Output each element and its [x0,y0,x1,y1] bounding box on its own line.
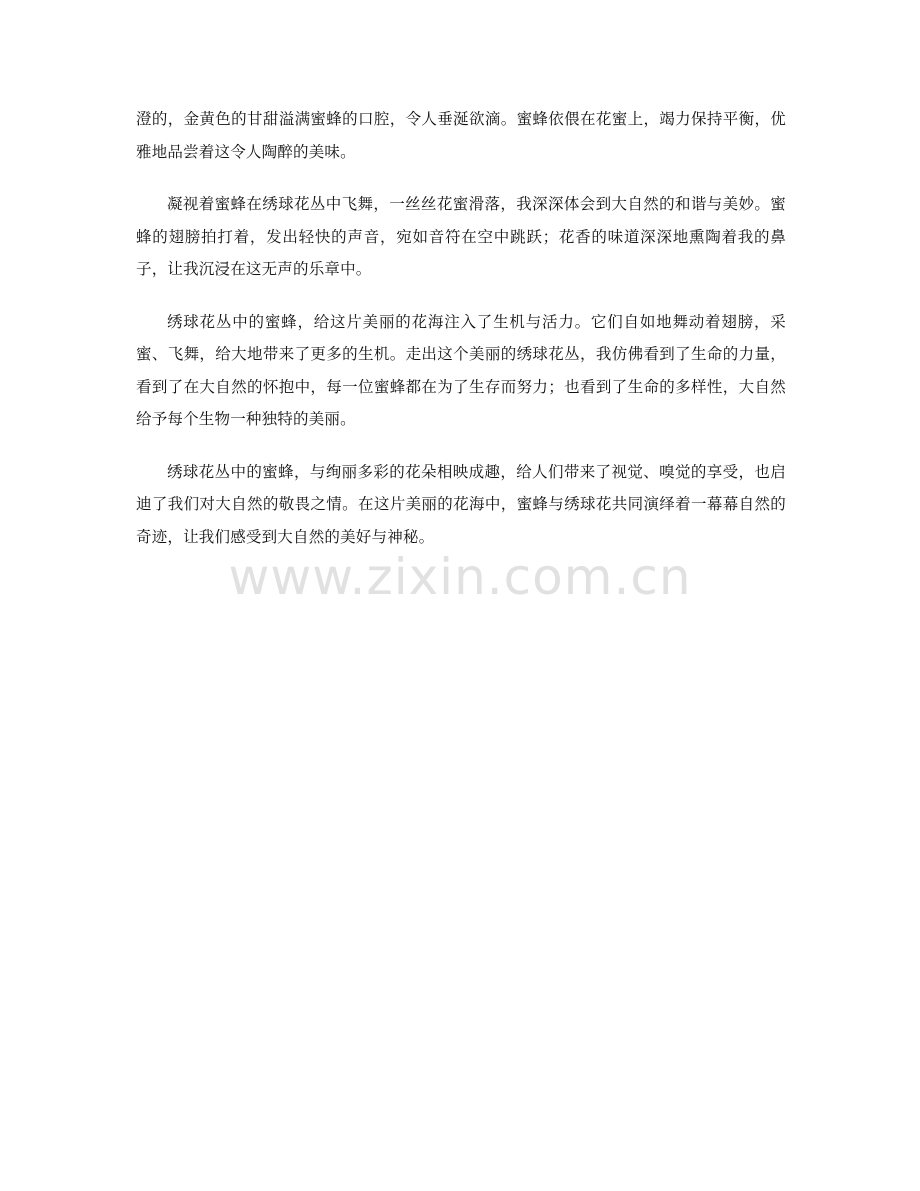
paragraph-2: 凝视着蜜蜂在绣球花丛中飞舞，一丝丝花蜜滑落，我深深体会到大自然的和谐与美妙。蜜蜂的翅膀拍打着，发出轻快的声音，宛如音符在空中跳跃；花香的味道深深地熏陶着我的鼻子，让我沉浸在这无声的乐章中。 [136,195,786,278]
document-body [136,103,786,573]
paragraph-1: 澄的，金黄色的甘甜溢满蜜蜂的口腔，令人垂涎欲滴。蜜蜂依偎在花蜜上，竭力保持平衡，优雅地品尝着这令人陶醉的美味。 [136,110,786,161]
paragraph-3: 绣球花丛中的蜜蜂，给这片美丽的花海注入了生机与活力。它们自如地舞动着翅膀，采蜜、飞舞，给大地带来了更多的生机。走出这个美丽的绣球花丛，我仿佛看到了生命的力量，看到了在大自然的怀抱中，每一位蜜蜂都在为了生存而努力；也看到了生命的多样性，大自然给予每个生物一种独特的美丽。 [136,312,786,428]
watermark-text: www.zixin.com.cn [228,548,692,606]
paragraph-4: 绣球花丛中的蜜蜂，与绚丽多彩的花朵相映成趣，给人们带来了视觉、嗅觉的享受，也启迪了我们对大自然的敬畏之情。在这片美丽的花海中，蜜蜂与绣球花共同演绎着一幕幕自然的奇迹，让我们感受到大自然的美好与神秘。 [136,462,786,546]
